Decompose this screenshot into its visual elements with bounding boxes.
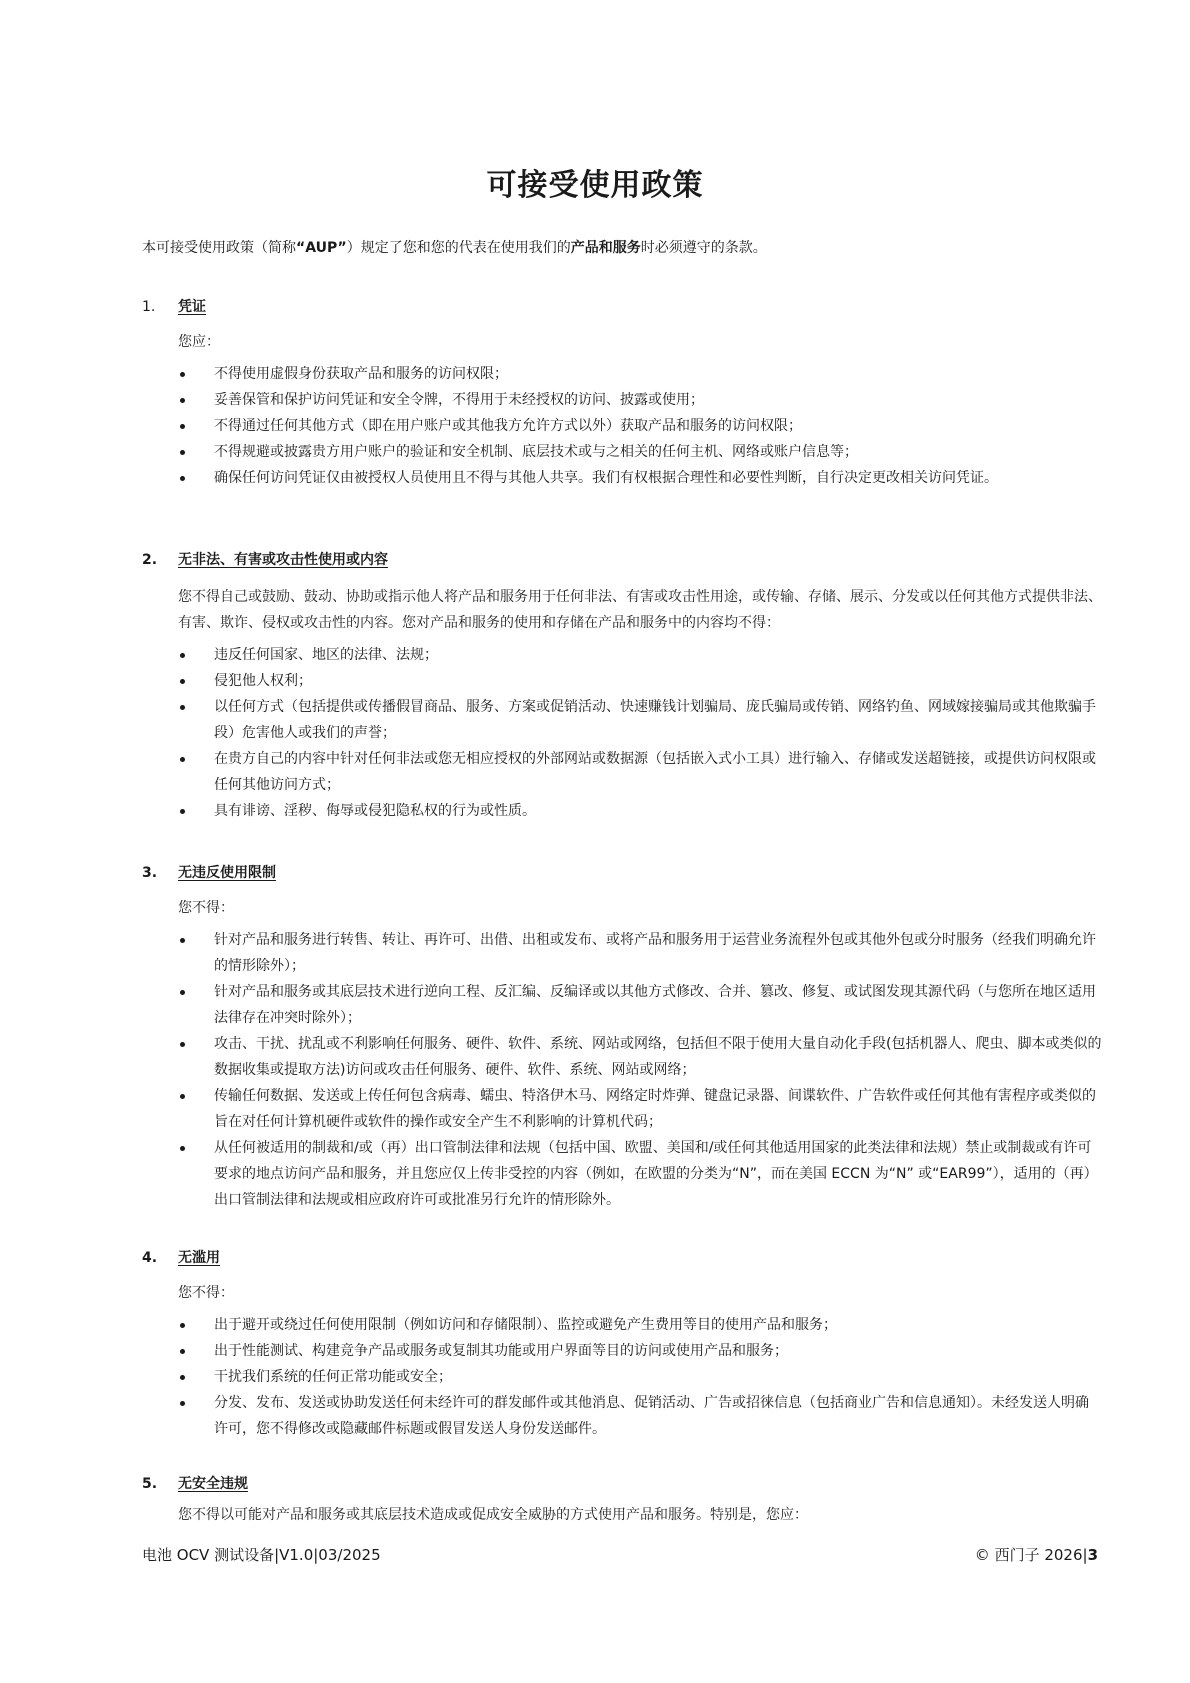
list-item bbox=[142, 642, 1102, 668]
bullet-icon bbox=[180, 757, 185, 762]
list-item bbox=[142, 439, 1102, 465]
list-item bbox=[142, 668, 1102, 694]
list-item bbox=[142, 927, 1102, 979]
intro-text-3: 时必须遵守的条款。 bbox=[640, 240, 767, 256]
section-no-abuse bbox=[142, 1248, 1102, 1442]
bullet-list bbox=[142, 642, 1102, 824]
bullet-icon bbox=[180, 1401, 185, 1406]
list-item-text: 干扰我们系统的任何正常功能或安全； bbox=[214, 1369, 452, 1385]
list-item-text: 从任何被适用的制裁和/或（再）出口管制法律和法规（包括中国、欧盟、美国和/或任何其他适用国家的此类法律和法规）禁止或制裁或有许可要求的地点访问产品和服务，并且您应仅上传非受控的内容（例如，在欧盟的分类为“N”，而在美国 ECCN 为“N” 或“EAR99”），适用的（再）出口管制法律和法规或相应政府许可或批准另行允许的情形除外。 bbox=[214, 1140, 1098, 1208]
bullet-icon bbox=[180, 990, 185, 995]
section-no-illegal-use bbox=[142, 550, 1102, 824]
section-heading bbox=[142, 1474, 1102, 1494]
list-item-text: 不得使用虚假身份获取产品和服务的访问权限； bbox=[214, 366, 508, 382]
list-item-text: 不得通过任何其他方式（即在用户账户或其他我方允许方式以外）获取产品和服务的访问权限； bbox=[214, 418, 802, 434]
list-item-text: 出于避开或绕过任何使用限制（例如访问和存储限制）、监控或避免产生费用等目的使用产品和服务； bbox=[214, 1317, 837, 1333]
section-number: 2. bbox=[142, 552, 158, 568]
bullet-icon bbox=[180, 705, 185, 710]
bullet-icon bbox=[180, 1094, 185, 1099]
section-title: 凭证 bbox=[178, 299, 206, 315]
list-item bbox=[142, 979, 1102, 1031]
list-item-text: 攻击、干扰、扰乱或不利影响任何服务、硬件、软件、系统、网站或网络，包括但不限于使用大量自动化手段(包括机器人、爬虫、脚本或类似的数据收集或提取方法)访问或攻击任何服务、硬件、软件、系统、网站或网络； bbox=[214, 1036, 1102, 1078]
section-title: 无滥用 bbox=[178, 1250, 220, 1266]
intro-aup: “AUP” bbox=[296, 240, 347, 256]
section-lead: 您不得： bbox=[178, 1285, 234, 1301]
bullet-icon bbox=[180, 679, 185, 684]
intro-text-1: 本可接受使用政策（简称 bbox=[142, 240, 296, 256]
section-lead: 您应： bbox=[178, 334, 220, 350]
list-item-text: 妥善保管和保护访问凭证和安全令牌，不得用于未经授权的访问、披露或使用； bbox=[214, 392, 704, 408]
section-number: 1. bbox=[142, 299, 156, 315]
page-title: 可接受使用政策 bbox=[486, 168, 704, 203]
section-lead: 您不得： bbox=[178, 900, 234, 916]
list-item bbox=[142, 361, 1102, 387]
bullet-icon bbox=[180, 809, 185, 814]
list-item bbox=[142, 746, 1102, 798]
bullet-list bbox=[142, 361, 1102, 491]
list-item bbox=[142, 1083, 1102, 1135]
bullet-icon bbox=[180, 1349, 185, 1354]
section-number: 4. bbox=[142, 1250, 158, 1266]
list-item bbox=[142, 1031, 1102, 1083]
footer-copyright-text: © 西门子 2026| bbox=[974, 1546, 1088, 1564]
section-credentials bbox=[142, 297, 1102, 491]
section-heading bbox=[142, 550, 1102, 570]
bullet-list bbox=[142, 1312, 1102, 1442]
list-item-text: 分发、发布、发送或协助发送任何未经许可的群发邮件或其他消息、促销活动、广告或招徕信息（包括商业广告和信息通知）。未经发送人明确许可，您不得修改或隐藏邮件标题或假冒发送人身份发送邮件。 bbox=[214, 1395, 1089, 1437]
list-item bbox=[142, 1135, 1102, 1213]
bullet-list bbox=[142, 927, 1102, 1213]
section-title: 无非法、有害或攻击性使用或内容 bbox=[178, 552, 388, 568]
list-item-text: 不得规避或披露贵方用户账户的验证和安全机制、底层技术或与之相关的任何主机、网络或账户信息等； bbox=[214, 444, 858, 460]
list-item-text: 针对产品和服务或其底层技术进行逆向工程、反汇编、反编译或以其他方式修改、合并、篡改、修复、或试图发现其源代码（与您所在地区适用法律存在冲突时除外）； bbox=[214, 984, 1096, 1026]
list-item bbox=[142, 798, 1102, 824]
list-item-text: 在贵方自己的内容中针对任何非法或您无相应授权的外部网站或数据源（包括嵌入式小工具）进行输入、存储或发送超链接，或提供访问权限或任何其他访问方式； bbox=[214, 751, 1096, 793]
bullet-icon bbox=[180, 1146, 185, 1151]
intro-products: 产品和服务 bbox=[570, 240, 641, 256]
section-lead: 您不得以可能对产品和服务或其底层技术造成或促成安全威胁的方式使用产品和服务。特别是，您应： bbox=[178, 1507, 808, 1523]
bullet-icon bbox=[180, 1042, 185, 1047]
list-item bbox=[142, 387, 1102, 413]
bullet-icon bbox=[180, 1323, 185, 1328]
section-usage-restrictions bbox=[142, 863, 1102, 1213]
section-no-security-violation bbox=[142, 1474, 1102, 1528]
footer-document-info: 电池 OCV 测试设备|V1.0|03/2025 bbox=[142, 1546, 381, 1564]
bullet-icon bbox=[180, 398, 185, 403]
list-item-text: 以任何方式（包括提供或传播假冒商品、服务、方案或促销活动、快速赚钱计划骗局、庞氏骗局或传销、网络钓鱼、网域嫁接骗局或其他欺骗手段）危害他人或我们的声誉； bbox=[214, 699, 1096, 741]
list-item bbox=[142, 1390, 1102, 1442]
bullet-icon bbox=[180, 372, 185, 377]
bullet-icon bbox=[180, 424, 185, 429]
list-item-text: 传输任何数据、发送或上传任何包含病毒、蠕虫、特洛伊木马、网络定时炸弹、键盘记录器、间谍软件、广告软件或任何其他有害程序或类似的旨在对任何计算机硬件或软件的操作或安全产生不利影响的计算机代码； bbox=[214, 1088, 1096, 1130]
bullet-icon bbox=[180, 1375, 185, 1380]
bullet-icon bbox=[180, 450, 185, 455]
list-item-text: 具有诽谤、淫秽、侮辱或侵犯隐私权的行为或性质。 bbox=[214, 803, 536, 819]
bullet-icon bbox=[180, 938, 185, 943]
section-number: 5. bbox=[142, 1476, 158, 1492]
bullet-icon bbox=[180, 476, 185, 481]
list-item bbox=[142, 1312, 1102, 1338]
list-item bbox=[142, 694, 1102, 746]
list-item-text: 侵犯他人权利； bbox=[214, 673, 312, 689]
intro-paragraph bbox=[142, 238, 1082, 258]
section-title: 无安全违规 bbox=[178, 1476, 248, 1492]
intro-text-2: ）规定了您和您的代表在使用我们的 bbox=[346, 240, 571, 256]
list-item bbox=[142, 1364, 1102, 1390]
section-title: 无违反使用限制 bbox=[178, 865, 276, 881]
section-heading bbox=[142, 1248, 1102, 1268]
section-heading bbox=[142, 297, 1102, 317]
list-item bbox=[142, 413, 1102, 439]
list-item-text: 出于性能测试、构建竞争产品或服务或复制其功能或用户界面等目的访问或使用产品和服务； bbox=[214, 1343, 788, 1359]
page-number: 3 bbox=[1087, 1546, 1098, 1564]
list-item bbox=[142, 465, 1102, 491]
list-item-text: 针对产品和服务进行转售、转让、再许可、出借、出租或发布、或将产品和服务用于运营业务流程外包或其他外包或分时服务（经我们明确允许的情形除外）； bbox=[214, 932, 1096, 974]
list-item bbox=[142, 1338, 1102, 1364]
section-number: 3. bbox=[142, 865, 158, 881]
footer-copyright bbox=[975, 1545, 1098, 1565]
bullet-icon bbox=[180, 653, 185, 658]
section-heading bbox=[142, 863, 1102, 883]
section-lead: 您不得自己或鼓励、鼓动、协助或指示他人将产品和服务用于任何非法、有害或攻击性用途，或传输、存储、展示、分发或以任何其他方式提供非法、有害、欺诈、侵权或攻击性的内容。您对产品和服务的使用和存储在产品和服务中的内容均不得： bbox=[178, 589, 1102, 631]
list-item-text: 确保任何访问凭证仅由被授权人员使用且不得与其他人共享。我们有权根据合理性和必要性判断，自行决定更改相关访问凭证。 bbox=[214, 470, 998, 486]
list-item-text: 违反任何国家、地区的法律、法规； bbox=[214, 647, 438, 663]
